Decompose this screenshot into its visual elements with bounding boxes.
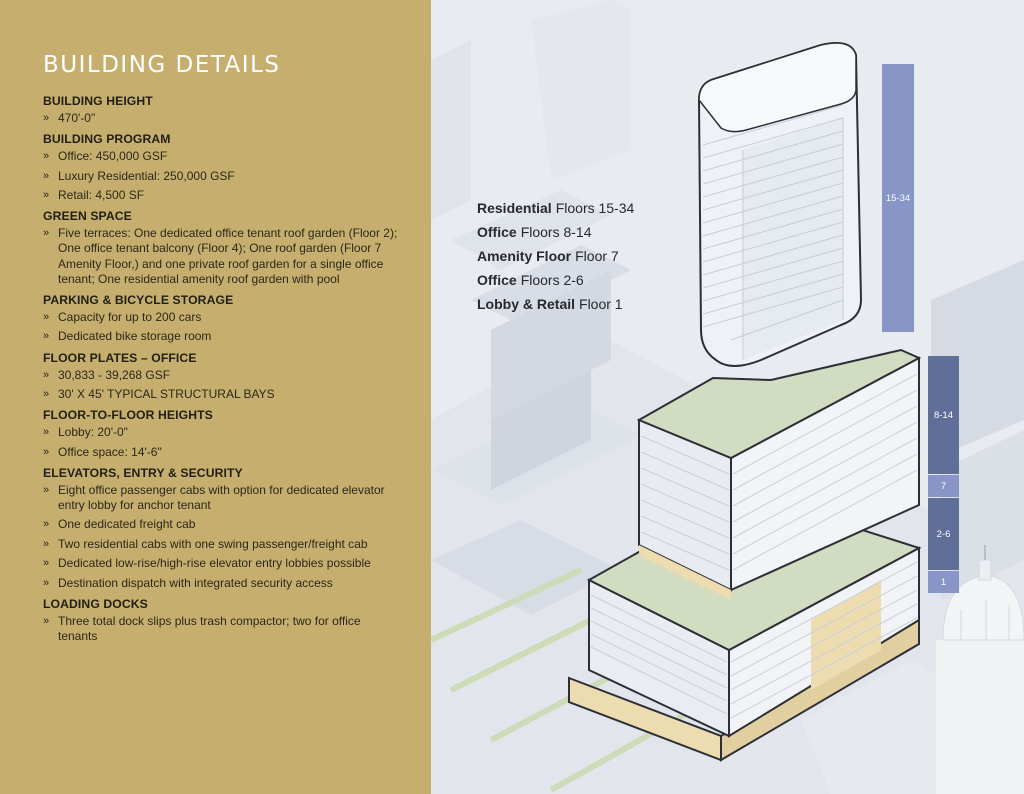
section-item: » One dedicated freight cab (43, 517, 401, 532)
section-item: » Capacity for up to 200 cars (43, 310, 401, 325)
section-item: » Dedicated low-rise/high-rise elevator entry lobbies possible (43, 556, 401, 571)
floor-bar-amenity (928, 475, 959, 497)
residential-tower (699, 43, 861, 366)
section-item: » Eight office passenger cabs with option for dedicated elevator entry lobby for anchor tenant (43, 483, 401, 513)
section-heading: BUILDING PROGRAM (43, 132, 171, 147)
section-list (43, 310, 401, 345)
page-title: BUILDING DETAILS (43, 52, 281, 78)
section-item: » Destination dispatch with integrated security access (43, 576, 401, 591)
section-list (43, 483, 401, 591)
section-list (43, 368, 401, 403)
details-sections (43, 94, 401, 644)
section-heading: FLOOR PLATES – OFFICE (43, 350, 197, 365)
details-section (43, 408, 401, 460)
details-section (43, 351, 401, 403)
details-section (43, 132, 401, 203)
section-item: » Lobby: 20'-0" (43, 425, 401, 440)
legend-name: Amenity Floor (477, 248, 572, 264)
section-heading: PARKING & BICYCLE STORAGE (43, 293, 234, 307)
floor-bar-label: 7 (940, 480, 947, 492)
legend-name: Lobby & Retail (477, 296, 576, 312)
legend-floors: Floors 15-34 (555, 200, 635, 216)
city-block (431, 40, 471, 220)
details-section (43, 209, 401, 287)
details-section (43, 94, 401, 126)
floor-bar-office-upper (928, 356, 959, 474)
section-item: » 30,833 - 39,268 GSF (43, 368, 401, 383)
section-list (43, 425, 401, 460)
legend-row (477, 200, 634, 224)
section-list (43, 111, 401, 126)
section-item: » Retail: 4,500 SF (43, 188, 401, 203)
section-heading: FLOOR-TO-FLOOR HEIGHTS (43, 408, 213, 423)
section-item: » Luxury Residential: 250,000 GSF (43, 169, 401, 184)
section-item: » Five terraces: One dedicated office tenant roof garden (Floor 2); One office tenant balcony (Floor 4); One roof garden (Floor 7 Amenity Floor,) and one private roof garden for a single office tenant; One residential amenity roof garden with pool (43, 226, 401, 287)
legend-floors: Floors 8-14 (520, 224, 592, 240)
legend-floors: Floor 7 (575, 248, 619, 264)
legend-row (477, 248, 634, 272)
section-item: » Office: 450,000 GSF (43, 149, 401, 164)
floor-bar-residential (882, 64, 914, 332)
details-sidebar (0, 0, 431, 794)
section-list (43, 149, 401, 203)
legend-floors: Floor 1 (579, 296, 623, 312)
floor-bar-label: 15-34 (885, 192, 911, 204)
section-heading: GREEN SPACE (43, 209, 132, 224)
legend-row (477, 224, 634, 248)
section-list (43, 614, 401, 644)
building-illustration (431, 0, 1024, 794)
floor-bar-label: 1 (940, 576, 947, 588)
section-heading: ELEVATORS, ENTRY & SECURITY (43, 465, 243, 480)
floor-bar-label: 8-14 (933, 409, 953, 421)
floor-bar-lobby (928, 571, 959, 593)
section-item: » 30' X 45' TYPICAL STRUCTURAL BAYS (43, 387, 401, 402)
floor-legend (477, 200, 634, 320)
legend-name: Office (477, 224, 517, 240)
section-item: » Two residential cabs with one swing passenger/freight cab (43, 537, 401, 552)
section-item: » Office space: 14'-6" (43, 445, 401, 460)
section-item: » Three total dock slips plus trash compactor; two for office tenants (43, 614, 401, 644)
floor-bar-label: 2-6 (936, 528, 951, 540)
floor-bar-office-lower (928, 498, 959, 570)
legend-floors: Floors 2-6 (520, 272, 584, 288)
section-list (43, 226, 401, 287)
legend-name: Residential (477, 200, 552, 216)
details-section (43, 597, 401, 644)
section-item: » Dedicated bike storage room (43, 329, 401, 344)
legend-row (477, 296, 634, 320)
legend-row (477, 272, 634, 296)
section-heading: LOADING DOCKS (43, 596, 148, 611)
section-heading: BUILDING HEIGHT (43, 94, 153, 108)
details-section (43, 293, 401, 345)
legend-name: Office (477, 272, 517, 288)
section-item: » 470'-0" (43, 111, 401, 126)
details-section (43, 466, 401, 591)
